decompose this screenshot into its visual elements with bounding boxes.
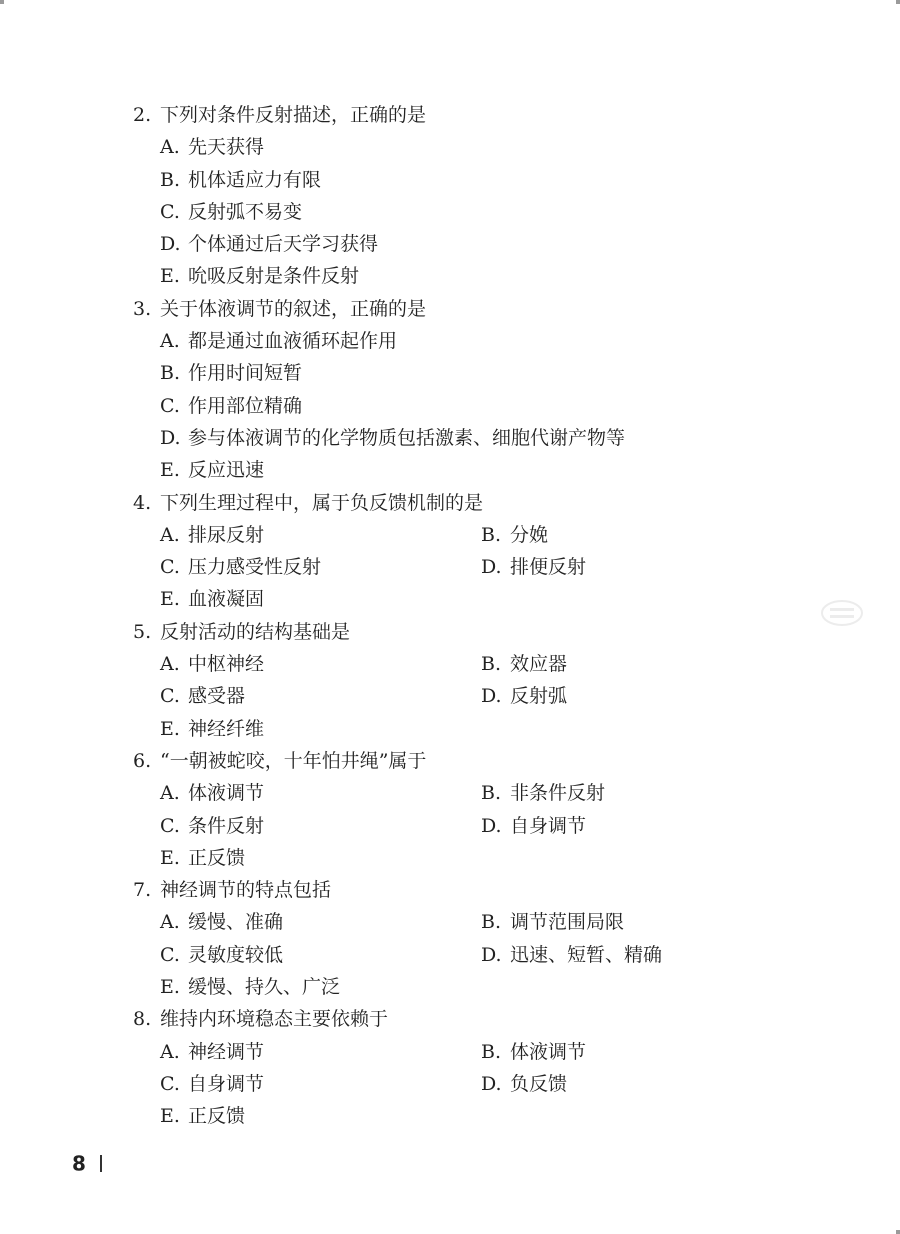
option-letter: D. <box>160 426 181 449</box>
option-letter: A. <box>160 782 180 805</box>
option-letter: A. <box>160 330 180 353</box>
question-stem <box>0 745 900 777</box>
question-stem <box>0 293 900 325</box>
option-text: 正反馈 <box>188 846 246 869</box>
question-stem <box>0 487 900 519</box>
option-letter: E. <box>160 846 180 869</box>
option-text: 自身调节 <box>510 814 587 837</box>
option-text: 排便反射 <box>510 556 587 579</box>
option-letter: C. <box>160 394 180 417</box>
option-letter: C. <box>160 943 180 966</box>
question-text: “一朝被蛇咬，十年怕井绳”属于 <box>160 749 427 772</box>
option-row <box>0 713 900 745</box>
option-letter: A. <box>160 653 180 676</box>
option-text: 神经调节 <box>188 1040 265 1063</box>
option-text: 作用时间短暂 <box>188 362 303 385</box>
option-text: 机体适应力有限 <box>188 168 322 191</box>
option-row <box>0 260 900 292</box>
page-number: 8 <box>72 1151 86 1176</box>
option-letter: B. <box>481 1040 502 1063</box>
option-letter: E. <box>160 717 180 740</box>
option-text: 压力感受性反射 <box>188 556 322 579</box>
option-letter: D. <box>481 814 502 837</box>
option-text: 血液凝固 <box>188 588 265 611</box>
option-letter: E. <box>160 588 180 611</box>
option-row <box>0 842 900 874</box>
option-letter: B. <box>481 523 502 546</box>
option-text: 分娩 <box>510 523 549 546</box>
option-row <box>0 325 900 357</box>
option-row <box>0 390 900 422</box>
option-text: 中枢神经 <box>188 653 265 676</box>
crop-mark-top-left <box>0 0 4 4</box>
option-letter: D. <box>481 685 502 708</box>
option-letter: C. <box>160 1072 180 1095</box>
question-text: 维持内环境稳态主要依赖于 <box>160 1008 389 1031</box>
option-text: 缓慢、持久、广泛 <box>188 976 341 999</box>
option-letter: E. <box>160 459 180 482</box>
question-number: 3. <box>133 297 152 320</box>
option-row <box>0 939 900 971</box>
option-text: 自身调节 <box>188 1072 265 1095</box>
option-letter: D. <box>481 1072 502 1095</box>
option-letter: C. <box>160 556 180 579</box>
option-row <box>0 551 900 583</box>
option-text: 效应器 <box>510 653 568 676</box>
question-text: 下列生理过程中，属于负反馈机制的是 <box>160 491 484 514</box>
option-letter: C. <box>160 685 180 708</box>
option-text: 正反馈 <box>188 1105 246 1128</box>
option-letter: C. <box>160 814 180 837</box>
question-text: 反射活动的结构基础是 <box>160 620 351 643</box>
page-divider <box>100 1155 102 1172</box>
option-letter: A. <box>160 911 180 934</box>
option-text: 负反馈 <box>510 1072 568 1095</box>
watermark-icon <box>820 599 864 627</box>
option-letter: E. <box>160 1105 180 1128</box>
page-footer <box>72 1151 102 1175</box>
question-list <box>0 99 900 1133</box>
option-text: 体液调节 <box>510 1040 587 1063</box>
question-stem <box>0 616 900 648</box>
option-letter: D. <box>481 556 502 579</box>
option-row <box>0 1100 900 1132</box>
option-text: 灵敏度较低 <box>188 943 284 966</box>
question-stem <box>0 99 900 131</box>
option-row <box>0 131 900 163</box>
question-number: 6. <box>133 749 152 772</box>
question-text: 关于体液调节的叙述，正确的是 <box>160 297 427 320</box>
option-text: 感受器 <box>188 685 246 708</box>
question-number: 5. <box>133 620 152 643</box>
option-letter: B. <box>160 362 181 385</box>
option-row <box>0 454 900 486</box>
option-text: 个体通过后天学习获得 <box>188 233 379 256</box>
question-number: 2. <box>133 104 152 126</box>
option-text: 调节范围局限 <box>510 911 625 934</box>
option-row <box>0 971 900 1003</box>
question-stem <box>0 1003 900 1035</box>
option-letter: B. <box>160 168 181 191</box>
option-text: 条件反射 <box>188 814 265 837</box>
question-number: 4. <box>133 491 152 514</box>
question-stem <box>0 874 900 906</box>
option-row <box>0 680 900 712</box>
option-text: 迅速、短暂、精确 <box>510 943 663 966</box>
option-row <box>0 1036 900 1068</box>
option-text: 吮吸反射是条件反射 <box>188 265 360 288</box>
option-letter: A. <box>160 136 180 159</box>
crop-mark-bottom-right <box>896 1230 900 1234</box>
question-text: 下列对条件反射描述，正确的是 <box>160 104 427 126</box>
option-text: 先天获得 <box>188 136 265 159</box>
option-letter: B. <box>481 782 502 805</box>
option-row <box>0 228 900 260</box>
option-text: 神经纤维 <box>188 717 265 740</box>
question-number: 8. <box>133 1008 152 1031</box>
option-text: 反射弧 <box>510 685 568 708</box>
option-text: 反应迅速 <box>188 459 265 482</box>
option-letter: A. <box>160 1040 180 1063</box>
option-letter: B. <box>481 911 502 934</box>
option-row <box>0 906 900 938</box>
option-text: 排尿反射 <box>188 523 265 546</box>
option-row <box>0 357 900 389</box>
option-row <box>0 648 900 680</box>
option-row <box>0 196 900 228</box>
option-letter: E. <box>160 265 180 288</box>
option-row <box>0 519 900 551</box>
option-row <box>0 810 900 842</box>
option-row <box>0 583 900 615</box>
option-text: 参与体液调节的化学物质包括激素、细胞代谢产物等 <box>188 426 626 449</box>
option-text: 体液调节 <box>188 782 265 805</box>
option-letter: B. <box>481 653 502 676</box>
option-row <box>0 422 900 454</box>
question-number: 7. <box>133 879 152 902</box>
option-row <box>0 1068 900 1100</box>
option-text: 反射弧不易变 <box>188 200 303 223</box>
option-text: 缓慢、准确 <box>188 911 284 934</box>
option-letter: E. <box>160 976 180 999</box>
option-text: 非条件反射 <box>510 782 606 805</box>
option-text: 作用部位精确 <box>188 394 303 417</box>
option-text: 都是通过血液循环起作用 <box>188 330 398 353</box>
option-row <box>0 777 900 809</box>
option-letter: C. <box>160 200 180 223</box>
crop-mark-top-right <box>896 0 900 4</box>
option-row <box>0 164 900 196</box>
option-letter: D. <box>160 233 181 256</box>
option-letter: D. <box>481 943 502 966</box>
question-text: 神经调节的特点包括 <box>160 879 332 902</box>
option-letter: A. <box>160 523 180 546</box>
